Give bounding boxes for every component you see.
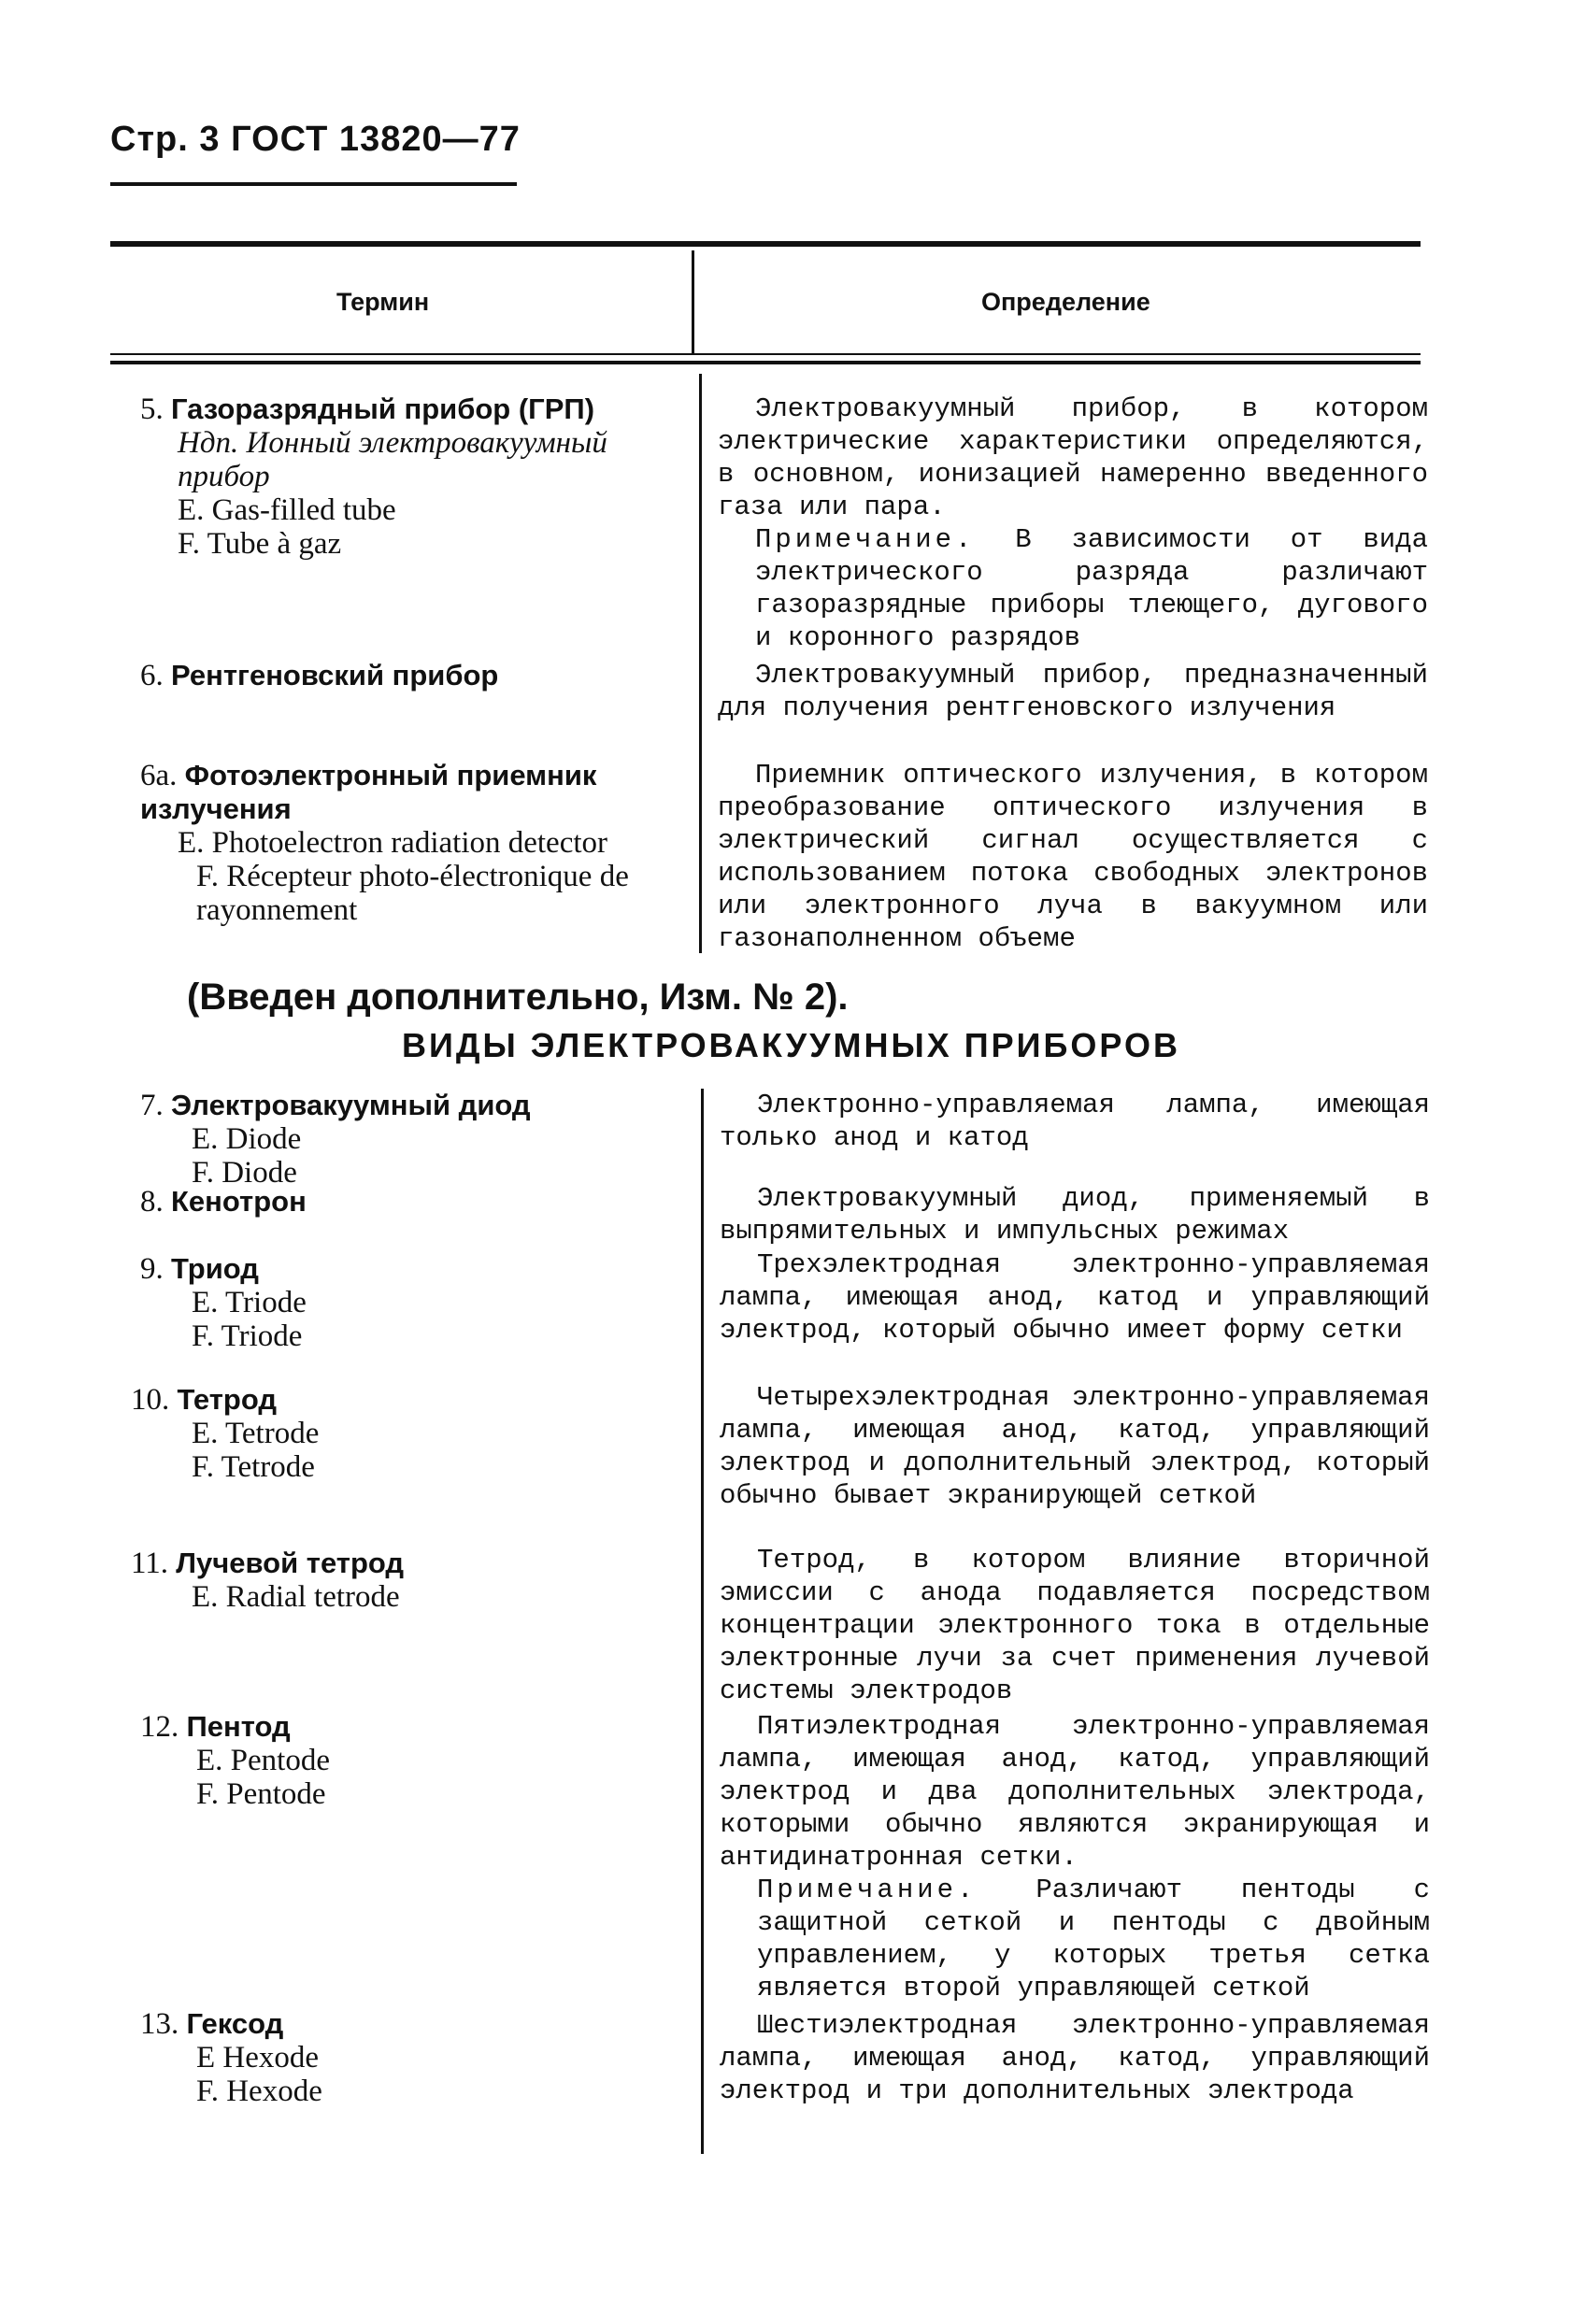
definition-11: Тетрод, в котором влияние вторичной эмиссии с анода подавляется посредством концентрации электронного тока в отдельные электронные лучи за счет применения лучевой системы электродов (720, 1545, 1430, 1706)
definition-6: Электровакуумный прибор, предназначенный для получения рентгеновского излучения (718, 660, 1428, 723)
term-6a: 6а. Фотоэлектронный приемник излучения E. Photoelectron radiation detector F. Récepteur photo-électronique de rayonnement (140, 759, 673, 927)
term-fr: F. Pentode (196, 1777, 326, 1811)
term-en: E. Triode (192, 1286, 307, 1319)
term-en: E Hexode (196, 2041, 320, 2074)
section-title: ВИДЫ ЭЛЕКТРОВАКУУМНЫХ ПРИБОРОВ (402, 1026, 1180, 1064)
term-9: 9. Триод E. Triode F. Triode (140, 1252, 682, 1353)
term-5: 5. Газоразрядный прибор (ГРП) Ндп. Ионный электровакуумный прибор E. Gas-filled tube F. Tube à gaz (140, 392, 673, 561)
header-rule-top (110, 353, 1421, 355)
note-label: Примечание. (755, 524, 976, 555)
term-name: Рентгеновский прибор (171, 659, 499, 691)
header-rule-bottom (110, 361, 1421, 364)
term-fr: F. Diode (192, 1156, 297, 1190)
term-10: 10. Тетрод E. Tetrode F. Tetrode (131, 1383, 682, 1484)
definition-9: Трехэлектродная электронно-управляемая лампа, имеющая анод, катод и управляющий электрод, который обычно имеет форму сетки (720, 1249, 1430, 1346)
term-name: Фотоэлектронный приемник излучения (140, 759, 597, 825)
term-en: E. Tetrode (192, 1417, 320, 1450)
page-header: Стр. 3 ГОСТ 13820—77 (110, 120, 521, 159)
term-name: Гексод (186, 2007, 284, 2040)
term-name: Пентод (186, 1710, 291, 1743)
amendment-note: (Введен дополнительно, Изм. № 2). (187, 977, 849, 1018)
definition-7: Электронно-управляемая лампа, имеющая только анод и катод (720, 1090, 1430, 1153)
note-label: Примечание. (757, 1875, 978, 1905)
column-header-term: Термин (336, 288, 430, 316)
term-name: Кенотрон (171, 1185, 307, 1218)
term-6: 6. Рентгеновский прибор (140, 659, 499, 692)
table2-column-divider (701, 1089, 704, 2154)
definition-6a: Приемник оптического излучения, в котором преобразование оптического излучения в электрический сигнал осуществляется с использованием потока свободных электронов или электронного луча в вакуумном или газонаполненном объеме (718, 760, 1428, 954)
definition-5: Электровакуумный прибор, в котором электрические характеристики определяются, в основном, ионизацией намеренно введенного газа или пара. Примечание. В зависимости от вида электрического разряда различают газоразрядные приборы тлеющего, дугового и коронного разрядов (718, 393, 1428, 653)
definition-10: Четырехэлектродная электронно-управляемая лампа, имеющая анод, катод, управляющий электрод и дополнительный электрод, который обычно бывает экранирующей сеткой (720, 1382, 1430, 1511)
note-text: В зависимости от вида электрического разряда различают газоразрядные приборы тлеющего, дугового и коронного разрядов (755, 524, 1428, 653)
term-fr: F. Tube à gaz (178, 527, 342, 561)
term-en: E. Gas-filled tube (178, 493, 396, 527)
column-header-definition: Определение (981, 288, 1150, 316)
term-ndp: Ндп. Ионный электровакуумный прибор (178, 426, 607, 493)
term-name: Газоразрядный прибор (ГРП) (171, 392, 595, 425)
term-fr: F. Hexode (196, 2074, 322, 2108)
term-13: 13. Гексод E Hexode F. Hexode (140, 2007, 682, 2108)
term-11: 11. Лучевой тетрод E. Radial tetrode (131, 1547, 682, 1614)
term-en: E. Pentode (196, 1744, 330, 1777)
term-en: E. Radial tetrode (192, 1580, 400, 1614)
header-rule (110, 182, 517, 186)
term-en: E. Diode (192, 1122, 302, 1156)
term-fr: F. Tetrode (192, 1450, 315, 1484)
term-fr: F. Triode (192, 1319, 303, 1353)
definition-12: Пятиэлектродная электронно-управляемая лампа, имеющая анод, катод, управляющий электрод и два дополнительных электрода, которыми обычно являются экранирующая и антидинатронная сетки. Примечание. Различают пентоды с защитной сеткой и пентоды с двойным управлением, у которых третья сетка является второй управляющей сеткой (720, 1711, 1430, 2003)
term-8: 8. Кенотрон (140, 1185, 307, 1219)
definition-8: Электровакуумный диод, применяемый в выпрямительных и импульсных режимах (720, 1183, 1430, 1247)
table1-column-divider (699, 374, 702, 953)
term-en: E. Photoelectron radiation detector (178, 826, 608, 860)
term-name: Триод (171, 1252, 259, 1285)
term-fr: F. Récepteur photo-électronique de rayonnement (196, 860, 629, 927)
definition-13: Шестиэлектродная электронно-управляемая лампа, имеющая анод, катод, управляющий электрод и три дополнительных электрода (720, 2010, 1430, 2106)
table-top-rule (110, 241, 1421, 247)
term-name: Лучевой тетрод (176, 1547, 405, 1579)
note-text: Различают пентоды с защитной сеткой и пентоды с двойным управлением, у которых третья сетка является второй управляющей сеткой (757, 1875, 1430, 2003)
term-name: Электровакуумный диод (171, 1089, 531, 1121)
term-12: 12. Пентод E. Pentode F. Pentode (140, 1710, 682, 1811)
header-column-divider (692, 250, 694, 355)
term-7: 7. Электровакуумный диод E. Diode F. Diode (140, 1089, 682, 1190)
term-name: Тетрод (177, 1383, 278, 1416)
